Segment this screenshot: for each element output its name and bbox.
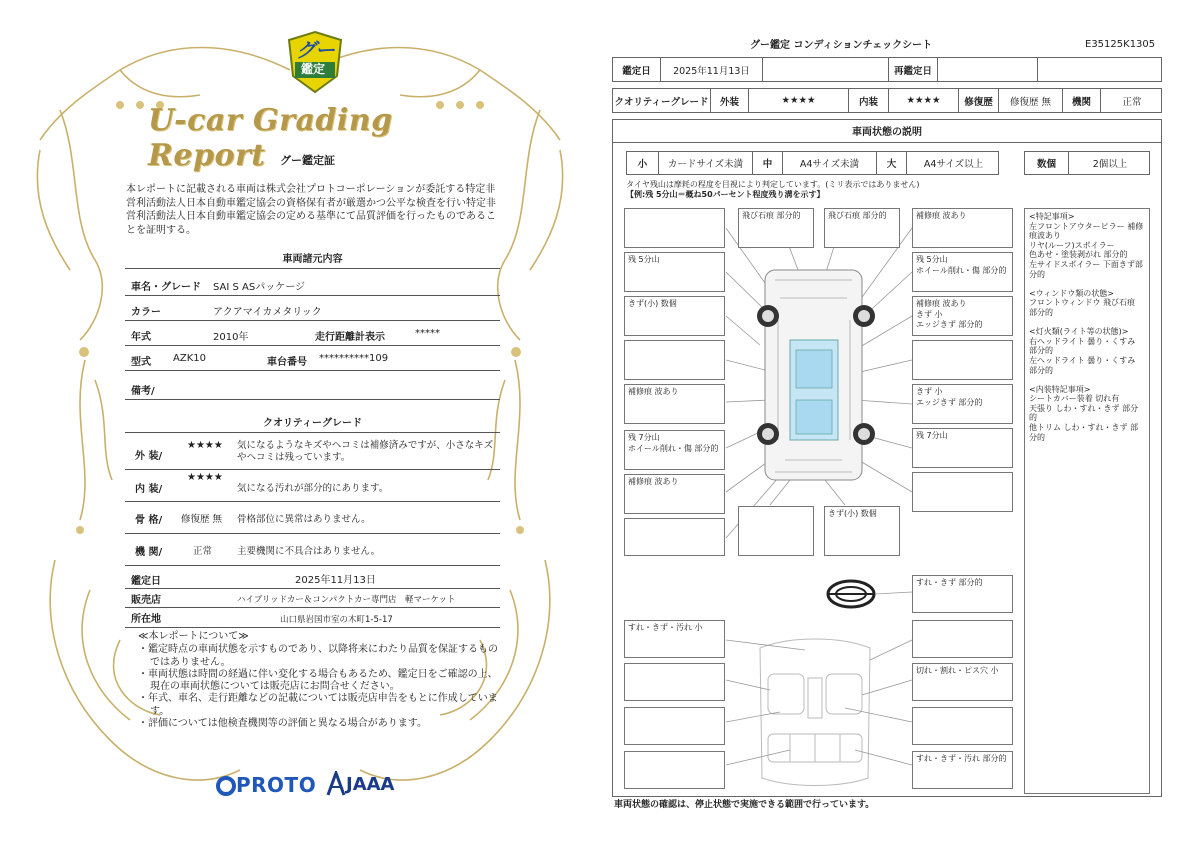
emblem-text-goo: グー — [296, 38, 334, 62]
tag-interior-right-3 — [912, 707, 1013, 745]
tag-right-4 — [912, 340, 1013, 380]
sheet-title: グー鑑定 コンディションチェックシート — [750, 40, 933, 51]
tire-note-line2: 【例:残 5分山＝概ね50パーセント程度残り溝を示す】 — [626, 190, 825, 199]
tag-left-6: 残 7分山 ホイール削れ・傷 部分的 — [624, 430, 725, 470]
count-value: 2個以上 — [1092, 159, 1128, 170]
jaaa-logo: JAAA — [346, 774, 395, 795]
legend-small-desc: カードサイズ未満 — [659, 152, 753, 174]
spec-row-remarks — [125, 376, 500, 400]
tag-right-6: 残 7分山 — [912, 428, 1013, 468]
legend-mid-desc: A4サイズ未満 — [783, 152, 877, 174]
spec-name-label: 車名・グレード — [131, 282, 201, 293]
tag-right-2: 残 5分山 ホイール削れ・傷 部分的 — [912, 252, 1013, 292]
int-label: 内装 — [849, 89, 889, 112]
redate-label: 再鑑定日 — [889, 58, 938, 81]
proto-logo-icon — [216, 775, 236, 797]
tire-note-line1: タイヤ残山は摩耗の程度を目視により判定しています。(ミリ表示ではありません) — [626, 180, 920, 189]
tag-bottom-1 — [738, 506, 814, 556]
jaaa-logo-icon — [326, 771, 346, 797]
tag-interior-left-4 — [624, 751, 725, 789]
tag-interior-left-2 — [624, 663, 725, 701]
quality-row-exterior — [125, 436, 500, 470]
spec-vin-value: **********109 — [319, 353, 389, 364]
spec-row-name — [125, 272, 500, 296]
special-remarks: <特記事項> 左フロントアウターピラー 補修痕波あり リヤ(ルーフ)スポイラー 色あせ・塗装剥がれ 部分的 左サイドスポイラー 下面きず部分的 <ウィンドウ類の状態> フロントウィンドウ 飛び石痕 部分的 <灯火類(ライト等の状態)> 右ヘッドライト 曇り・くすみ 部分的 左ヘッドライト 曇り・くすみ 部分的 <内装特記事項> シートカバー装着 切れ有 天張り しわ・すれ・きず 部分的 他トリム しわ・すれ・きず 部分的 — [1024, 208, 1150, 794]
tag-right-1: 補修痕 波あり — [912, 208, 1013, 248]
tag-right-3: 補修痕 波あり きず 小 エッジきず 部分的 — [912, 296, 1013, 336]
date-label: 鑑定日 — [613, 58, 661, 81]
tag-left-2: 残 5分山 — [624, 252, 725, 292]
certificate-title: グー鑑定証 — [280, 154, 335, 167]
quality-frame-label: 骨 格/ — [135, 515, 163, 526]
repair-value: 修復歴 無 — [999, 89, 1063, 112]
quality-engine-value: 正常 — [193, 546, 213, 557]
tag-left-3: きず(小) 数個 — [624, 296, 725, 336]
appraisal-addr-value: 山口県岩国市室の木町1-5-17 — [280, 615, 393, 625]
spec-name-value: SAI S ASパッケージ — [213, 282, 306, 293]
spec-model-label: 型式 — [131, 357, 151, 368]
note-item: ・車両状態は時間の経過に伴い変化する場合もあるため、鑑定日をご確認の上、現在の車両状態については販売店にお問合せください。 — [138, 668, 498, 693]
tag-left-4 — [624, 340, 725, 380]
appraisal-date-value: 2025年11月13日 — [295, 575, 376, 586]
quality-row-frame — [125, 504, 500, 534]
quality-row-interior — [125, 472, 500, 502]
legend-large-desc: A4サイズ以上 — [923, 159, 984, 170]
quality-int-text: 気になる汚れが部分的にあります。 — [237, 483, 389, 494]
tag-interior-right-1 — [912, 620, 1013, 658]
tag-interior-left-3 — [624, 707, 725, 745]
tag-top-2: 飛び石痕 部分的 — [824, 208, 900, 248]
spec-odo-label: 走行距離計表示 — [315, 332, 385, 343]
ext-stars: ★★★★ — [749, 89, 849, 112]
spec-row-color — [125, 297, 500, 321]
note-item: ・評価については他検査機関等の評価と異なる場合があります。 — [138, 718, 427, 730]
spec-color-label: カラー — [131, 307, 161, 318]
appraisal-row-shop — [125, 588, 500, 608]
spec-year-value: 2010年 — [213, 332, 249, 343]
goo-appraisal-emblem — [287, 30, 343, 94]
engine-label: 機関 — [1063, 89, 1101, 112]
notes-heading: ≪本レポートについて≫ — [138, 631, 249, 642]
tag-interior-right-2: 切れ・割れ・ピス穴 小 — [912, 663, 1013, 701]
spec-row-year — [125, 322, 500, 346]
certificate-text: 本レポートに記載される車両は株式会社プロトコーポレーションが委託する特定非営利活動法人日本自動車鑑定協会の資格保有者が厳選かつ公平な検査を行い特定非営利活動法人日本自動車鑑定協会の定める基準にて品質評価を行ったものであることを証明する。 — [126, 184, 496, 236]
spec-section-heading: 車両諸元内容 — [282, 254, 343, 265]
tag-left-8 — [624, 518, 725, 556]
legend-large: 大 — [877, 152, 907, 174]
spec-row-model — [125, 347, 500, 371]
sheet-id: E35125K1305 — [1085, 39, 1156, 50]
proto-logo: PROTO — [236, 773, 317, 797]
repair-label: 修復歴 — [959, 89, 999, 112]
condition-heading: 車両状態の説明 — [612, 119, 1162, 143]
quality-engine-text: 主要機関に不具合はありません。 — [237, 546, 381, 557]
quality-section-heading: クオリティーグレード — [263, 418, 362, 429]
appraisal-shop-label: 販売店 — [131, 595, 161, 606]
appraisal-row-address — [125, 608, 500, 628]
tag-bottom-2: きず(小) 数個 — [824, 506, 900, 556]
note-item: ・鑑定時点の車両状態を示すものであり、以降将来にわたり品質を保証するものではありません。 — [138, 644, 498, 668]
spec-year-label: 年式 — [131, 332, 151, 343]
tag-steering: すれ・きず 部分的 — [912, 575, 1013, 613]
tag-right-5: きず 小 エッジきず 部分的 — [912, 384, 1013, 424]
spec-color-value: アクアマイカメタリック — [213, 307, 322, 318]
legend-small: 小 — [627, 152, 659, 174]
spec-remarks-label: 備考/ — [131, 386, 155, 397]
emblem-text-kantei: 鑑定 — [301, 62, 326, 76]
spec-vin-label: 車台番号 — [267, 357, 307, 368]
quality-frame-text: 骨格部位に異常はありません。 — [237, 514, 371, 525]
tag-interior-left-1: すれ・きず・汚れ 小 — [624, 620, 725, 658]
count-label: 数個 — [1025, 152, 1069, 174]
tag-left-1 — [624, 208, 725, 248]
note-item: ・年式、車名、走行距離などの記載については販売店申告をもとに作成しています。 — [138, 693, 498, 717]
tag-right-7 — [912, 472, 1013, 512]
int-stars: ★★★★ — [889, 89, 959, 112]
tag-interior-right-4: すれ・きず・汚れ 部分的 — [912, 751, 1013, 789]
quality-ext-label: 外 装/ — [135, 451, 163, 462]
report-script-title: U-car Grading Report — [148, 103, 393, 173]
spec-odo-value: ***** — [415, 328, 440, 339]
spec-model-value: AZK10 — [173, 353, 206, 364]
quality-ext-text: 気になるようなキズやヘコミは補修済みですが、小さなキズやヘコミは残っています。 — [237, 440, 494, 463]
quality-int-label: 内 装/ — [135, 484, 163, 495]
quality-ext-stars: ★★★★ — [187, 440, 223, 451]
legend-mid: 中 — [753, 152, 783, 174]
appraisal-shop-value: ハイブリッドカー＆コンパクトカー専門店 軽マーケット — [237, 595, 456, 605]
quality-frame-value: 修復歴 無 — [181, 514, 223, 525]
engine-value: 正常 — [1122, 96, 1142, 108]
appraisal-date-label: 鑑定日 — [131, 576, 161, 587]
tag-left-7: 補修痕 波あり — [624, 474, 725, 514]
quality-int-stars: ★★★★ — [187, 472, 223, 483]
ext-label: 外装 — [711, 89, 749, 112]
report-notes — [138, 631, 498, 730]
quality-engine-label: 機 関/ — [135, 547, 163, 558]
appraisal-row-date — [125, 567, 500, 589]
qg-label: クオリティーグレード — [613, 89, 711, 112]
sheet-footnote: 車両状態の確認は、停止状態で実施できる範囲で行っています。 — [614, 800, 875, 810]
appraisal-addr-label: 所在地 — [131, 614, 161, 625]
date-value: 2025年11月13日 — [661, 58, 763, 81]
tag-top-1: 飛び石痕 部分的 — [738, 208, 814, 248]
quality-row-engine — [125, 536, 500, 566]
tag-left-5: 補修痕 波あり — [624, 384, 725, 424]
